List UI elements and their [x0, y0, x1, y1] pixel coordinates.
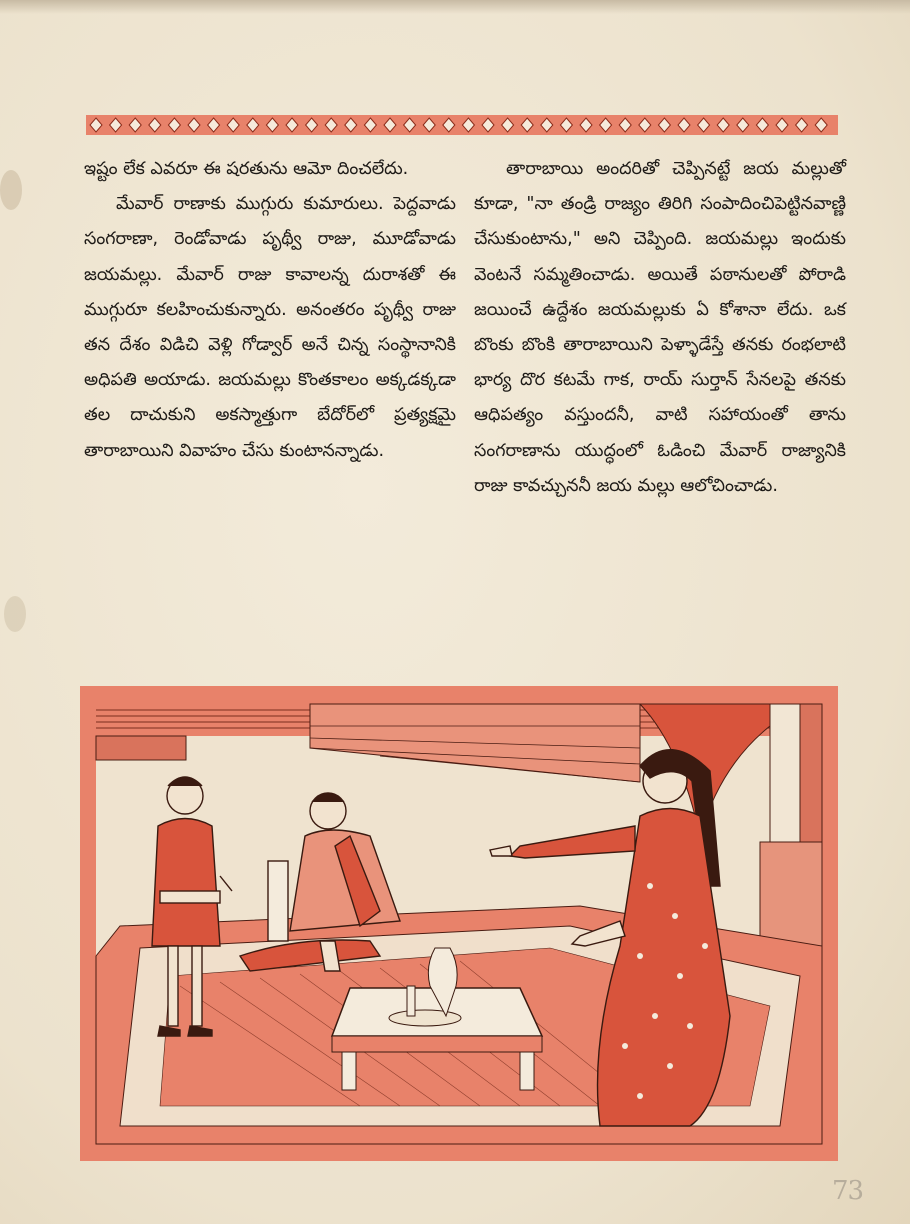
- paper-stain: [4, 596, 26, 632]
- paper-stain: [0, 170, 22, 210]
- paragraph: తారాబాయి అందరితో చెప్పినట్టే జయ మల్లుతో కూడా, "నా తండ్రి రాజ్యం తిరిగి సంపాదించిపెట్టినవాణ్ణి చేసుకుంటాను," అని చెప్పింది. జయమల్లు ఇందుకు వెంటనే సమ్మతించాడు. అయితే పఠానులతో పోరాడి జయించే ఉద్దేశం జయమల్లుకు ఏ కోశానా లేదు. ఒక బొంకు బొంకి తారాబాయిని పెళ్ళాడేస్తే తనకు రంభలాటి భార్య దొర కటమే గాక, రాయ్ సుర్తాన్ సేనలపై తనకు ఆధిపత్యం వస్తుందనీ, వాటి సహాయంతో తాను సంగరాణాను యుద్ధంలో ఓడించి మేవార్ రాజ్యానికి రాజు కావచ్చుననీ జయ మల్లు ఆలోచించాడు.: [474, 159, 846, 496]
- story-illustration: [80, 686, 838, 1161]
- paragraph: మేవార్ రాణాకు ముగ్గురు కుమారులు. పెద్దవాడు సంగరాణా, రెండోవాడు పృథ్వీ రాజు, మూడోవాడు జయమల్లు. మేవార్ రాజు కావాలన్న దురాశతో ఈ ముగ్గురూ కలహించుకున్నారు. అనంతరం పృథ్వీ రాజు తన దేశం విడిచి వెళ్లి గోడ్వార్ అనే చిన్న సంస్థానానికి అధిపతి అయాడు. జయమల్లు కొంతకాలం అక్కడక్కడా తల దాచుకుని అకస్మాత్తుగా బేదోర్‌లో ప్రత్యక్షమై తారాబాయిని వివాహం చేసు కుంటానన్నాడు.: [84, 194, 456, 461]
- text-column-right: [474, 152, 846, 504]
- page-number: 73: [832, 1176, 864, 1206]
- text-column-left: [84, 152, 456, 469]
- page-edge-shadow: [0, 0, 910, 14]
- decorative-border-band: [86, 112, 838, 138]
- paragraph: ఇష్టం లేక ఎవరూ ఈ షరతును ఆమో దించలేదు.: [84, 159, 409, 179]
